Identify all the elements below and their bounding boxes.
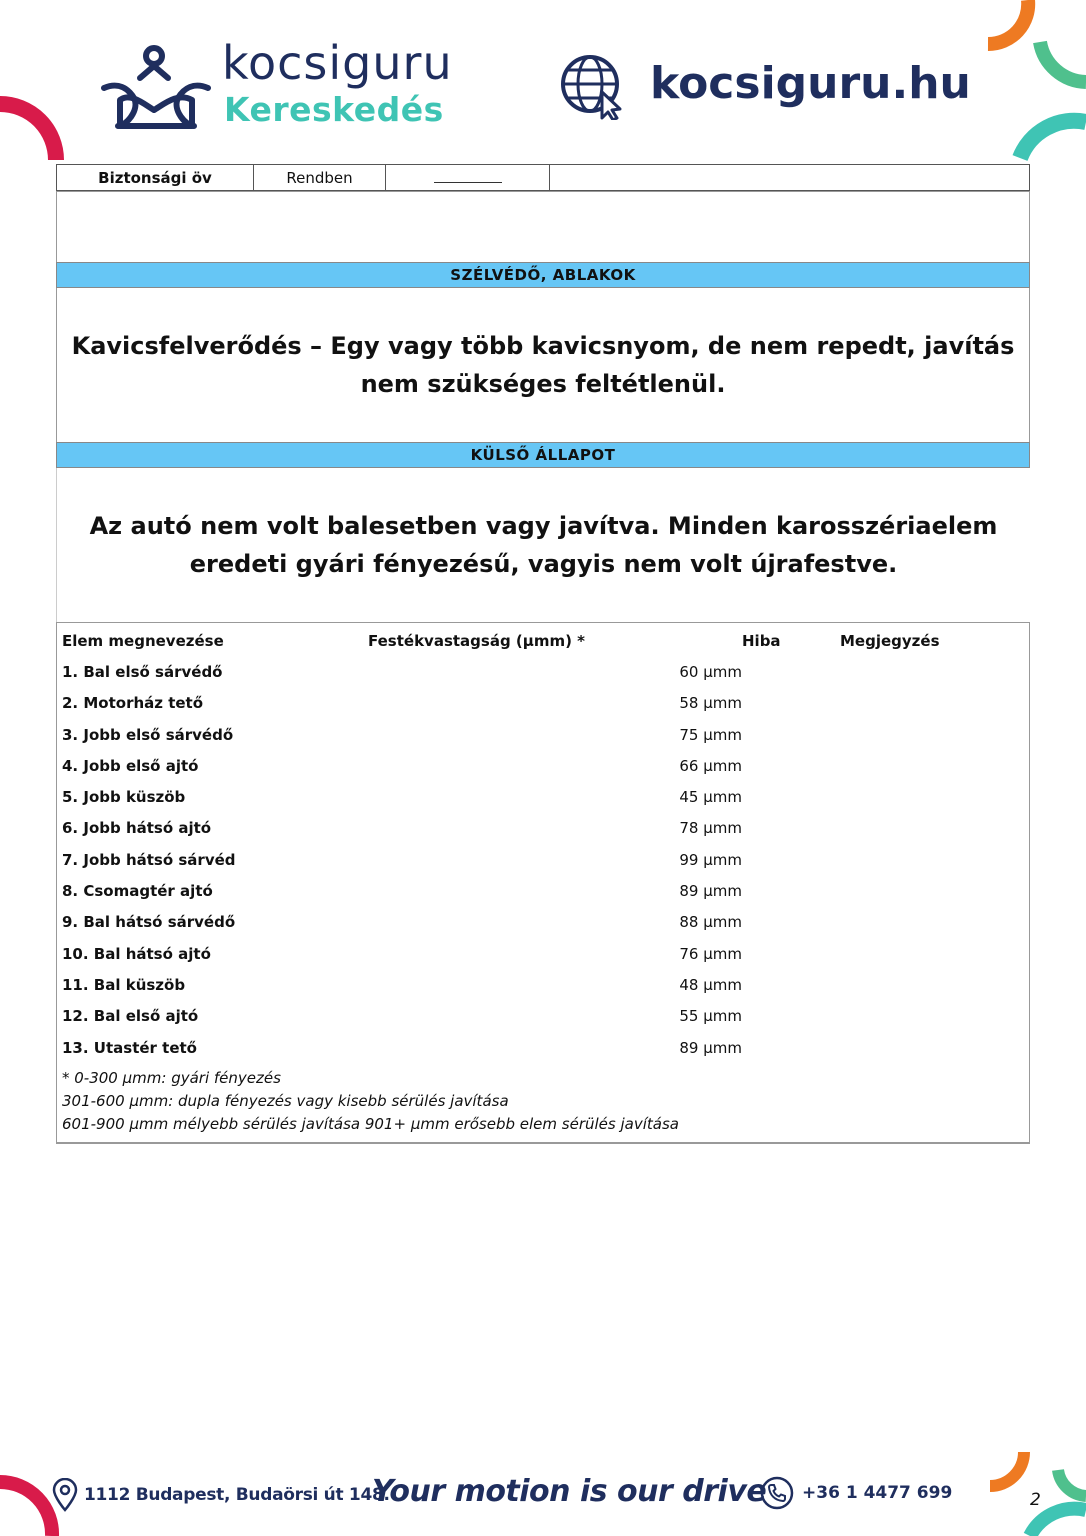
table-row [57,1032,1029,1063]
thickness-value: 66 µmm [679,756,742,775]
website-badge [560,52,971,122]
header-name: Elem megnevezése [62,631,224,650]
part-name: 2. Motorház tető [62,694,204,713]
inspection-sheet [56,164,1030,1144]
seatbelt-note-cell [550,165,1029,190]
table-row [57,907,1029,938]
phone-icon [760,1476,794,1510]
empty-spacer [56,191,1030,262]
table-row [57,656,1029,687]
address-text: 1112 Budapest, Budaörsi út 148. [84,1485,390,1505]
thickness-value: 48 µmm [679,975,742,994]
phone-text: +36 1 4477 699 [802,1483,953,1503]
windows-summary [56,288,1030,442]
part-name: 8. Csomagtér ajtó [62,882,213,901]
paint-thickness-table [56,622,1030,1144]
header-thickness: Festékvastagság (µmm) * [368,631,586,650]
thickness-value: 55 µmm [679,1007,742,1026]
slogan: Your motion is our drive [372,1474,767,1509]
logo-subtitle: Kereskedés [224,90,444,129]
logo-name: kocsiguru [222,36,453,90]
thickness-value: 88 µmm [679,913,742,932]
location-pin-icon [52,1478,78,1512]
globe-cursor-icon [560,54,626,120]
header-fault: Hiba [742,631,781,650]
part-name: 3. Jobb első sárvédő [62,725,234,744]
part-name: 12. Bal első ajtó [62,1007,199,1026]
thickness-legend [57,1063,1029,1136]
section-bar-windows: SZÉLVÉDŐ, ABLAKOK [56,262,1030,288]
exterior-summary-text: Az autó nem volt balesetben vagy javítva. Minden karosszériaelem eredeti gyári fényezésű, vagyis nem volt újrafestve. [89,512,998,578]
legend-line: 301-600 µmm: dupla fényezés vagy kisebb sérülés javítása [62,1092,509,1111]
table-header [57,625,1029,656]
table-row [57,781,1029,812]
car-guru-logo-icon [96,42,216,132]
part-name: 9. Bal hátsó sárvédő [62,913,236,932]
part-name: 6. Jobb hátsó ajtó [62,819,212,838]
thickness-value: 89 µmm [679,1038,742,1057]
footer-phone [760,1476,952,1510]
part-name: 5. Jobb küszöb [62,788,186,807]
thickness-value: 75 µmm [679,725,742,744]
table-row [57,813,1029,844]
table-row [57,1001,1029,1032]
thickness-value: 76 µmm [679,944,742,963]
part-name: 10. Bal hátsó ajtó [62,944,211,963]
page-footer [0,1470,1086,1530]
table-row [57,688,1029,719]
part-name: 1. Bal első sárvédő [62,662,223,681]
blank-line [434,182,502,183]
seatbelt-status: Rendben [254,165,386,190]
part-name: 7. Jobb hátsó sárvéd [62,850,236,869]
header-note: Megjegyzés [840,631,940,650]
decor-arc-top-left [0,90,70,170]
table-row [57,875,1029,906]
seatbelt-row [56,164,1030,191]
part-name: 11. Bal küszöb [62,975,186,994]
legend-line: * 0-300 µmm: gyári fényezés [62,1069,281,1088]
thickness-value: 78 µmm [679,819,742,838]
part-name: 4. Jobb első ajtó [62,756,199,775]
thickness-value: 45 µmm [679,788,742,807]
seatbelt-label: Biztonsági öv [57,165,254,190]
legend-line: 601-900 µmm mélyebb sérülés javítása 901+ µmm erősebb elem sérülés javítása [62,1115,679,1134]
windows-summary-text: Kavicsfelverődés – Egy vagy több kavicsnyom, de nem repedt, javítás nem szükséges feltétlenül. [71,332,1015,398]
table-row [57,969,1029,1000]
footer-address [52,1478,390,1512]
seatbelt-blank-cell [386,165,550,190]
company-logo [96,36,486,136]
exterior-summary [56,468,1030,622]
part-name: 13. Utastér tető [62,1038,197,1057]
thickness-value: 60 µmm [679,662,742,681]
thickness-value: 99 µmm [679,850,742,869]
table-body [57,656,1029,1063]
section-bar-exterior: KÜLSŐ ÁLLAPOT [56,442,1030,468]
page-number: 2 [1030,1490,1041,1510]
decor-arc-top-right [980,0,1086,170]
table-row [57,719,1029,750]
thickness-value: 58 µmm [679,694,742,713]
website-url: kocsiguru.hu [650,58,971,109]
table-row [57,844,1029,875]
thickness-value: 89 µmm [679,882,742,901]
table-row [57,750,1029,781]
table-row [57,938,1029,969]
